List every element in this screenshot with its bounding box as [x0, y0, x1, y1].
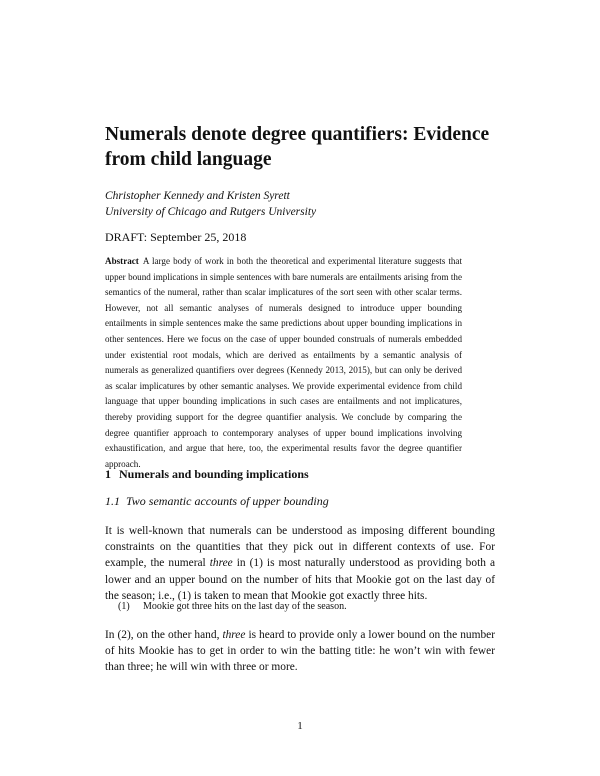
paragraph-text: It is well-known that numerals can be understood as imposing different bounding constraints on the quantities that they pick out in different contexts of use. For example, the numeral [105, 525, 495, 570]
example-text: Mookie got three hits on the last day of the season. [143, 601, 347, 612]
emphasis-term: three [209, 557, 233, 570]
section-number: 1 [105, 467, 111, 481]
abstract [105, 254, 462, 472]
paragraph-text: is heard to provide only a lower bound on the number of hits Mookie has to get in order to win the batting title: he won’t win with fewer than three; he will win with three or more. [105, 629, 495, 674]
paper-title: Numerals denote degree quantifiers: Evidence from child language [105, 124, 490, 170]
body-paragraph-1 [105, 523, 495, 604]
author-affiliation: University of Chicago and Rutgers University [105, 206, 317, 218]
example-sentence [118, 601, 347, 612]
subsection-title: Two semantic accounts of upper bounding [126, 494, 329, 508]
subsection-heading [105, 494, 329, 509]
paragraph-text: in (1) is most naturally understood as providing both a lower and an upper bound on the number of hits that Mookie got on the last day of the season; i.e., (1) is taken to mean that Mookie got exactly three hits. [105, 557, 495, 602]
draft-date: DRAFT: September 25, 2018 [105, 230, 247, 244]
paragraph-text: In (2), on the other hand, [105, 629, 223, 641]
author-names: Christopher Kennedy and Kristen Syrett [105, 190, 290, 202]
subsection-number: 1.1 [105, 494, 120, 508]
example-number: (1) [118, 601, 130, 612]
abstract-text: A large body of work in both the theoretical and experimental literature suggests that upper bound implications in simple sentences with bare numerals are entailments arising from the semantics of the numeral, rather than scalar implicatures of the sort seen with other scalar terms. However, not all semantic analyses of numerals designed to introduce upper bounding entailments in simple sentences make the same predictions about upper bounding implications in other sentences. Here we focus on the case of upper bounded construals of numerals embedded under existential root modals, which are derived as entailments by a semantic analysis of numerals as generalized quantifiers over degrees (Kennedy 2013, 2015), but can only be derived as scalar implicatures by other semantic analyses. We provide experimental evidence from child language that upper bounding implications in such cases are entailments and not implicatures, thereby providing support for the degree quantifier analysis. We conclude by comparing the degree quantifier approach to contemporary analyses of upper bound implications involving exhaustification, and argue that here, too, the experimental results favor the degree quantifier approach. [105, 256, 462, 469]
body-paragraph-2 [105, 627, 495, 676]
abstract-label: Abstract [105, 256, 139, 266]
page-number: 1 [297, 720, 303, 732]
emphasis-term: three [222, 629, 246, 641]
section-heading [105, 467, 309, 482]
author-block [105, 188, 505, 220]
section-title: Numerals and bounding implications [119, 467, 309, 481]
